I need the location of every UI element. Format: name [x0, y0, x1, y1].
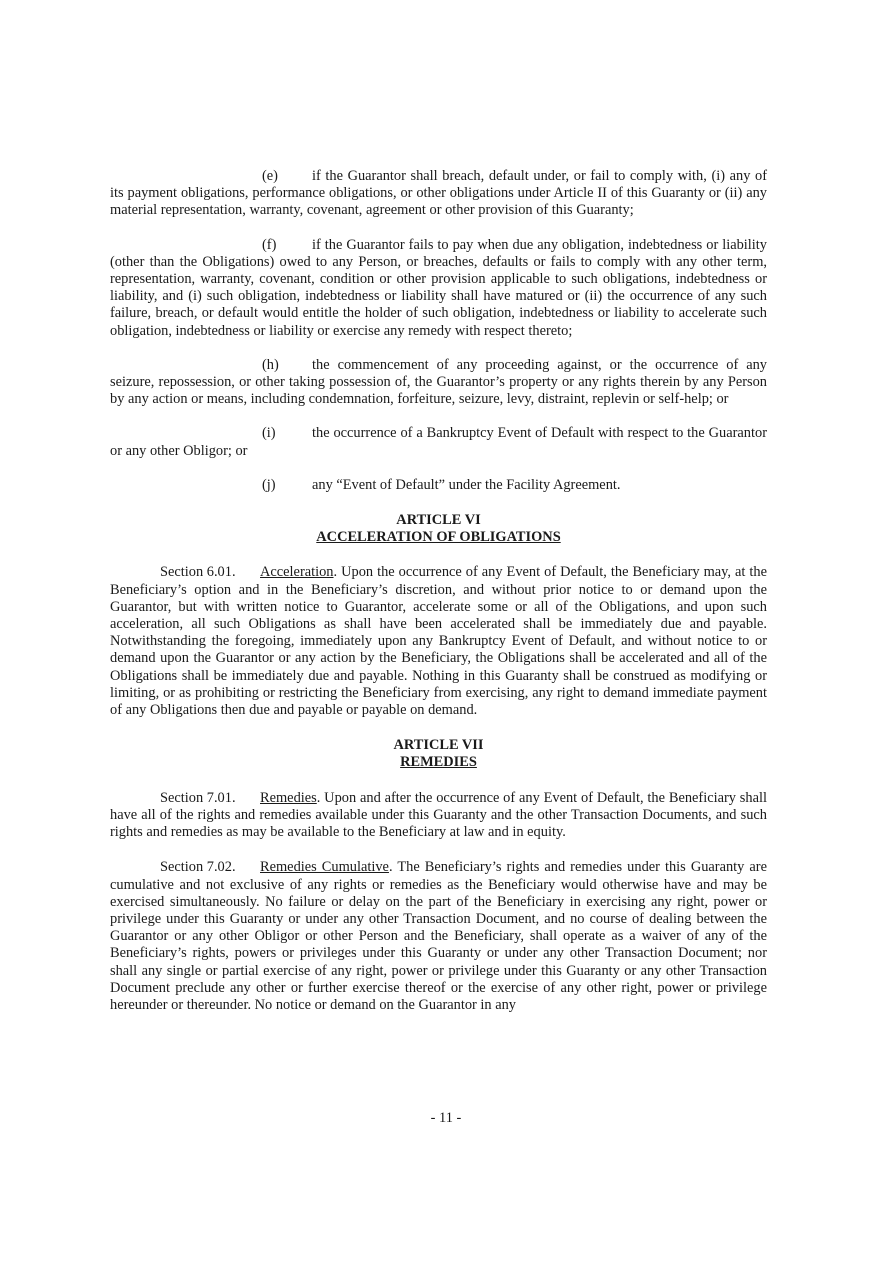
section-6-01	[110, 564, 767, 719]
clause-label: (j)	[262, 476, 276, 493]
section-caption: Acceleration	[260, 564, 334, 581]
section-number: Section 7.01.	[160, 789, 236, 806]
section-number: Section 6.01.	[160, 564, 236, 581]
section-text: . Upon the occurrence of any Event of Default, the Beneficiary may, at the Beneficiary’s option and in the Beneficiary’s discretion, and without prior notice to or demand upon the Guarantor, but with written notice to Guarantor, accelerate some or all of the Obligations, and upon such acceleration, all such Obligations as shall have been accelerated shall be immediately due and payable. Notwithstanding the foregoing, immediately upon any Bankruptcy Event of Default, and without notice to or demand upon the Guarantor or any action by the Beneficiary, the Obligations shall be accelerated and all of the Obligations shall be immediately due and payable. Nothing in this Guaranty shall be construed as modifying or limiting, or as prohibiting or restricting the Beneficiary from exercising, any right to demand immediate payment of any Obligations then due and payable or payable on demand.	[110, 564, 767, 719]
clause-text: the commencement of any proceeding against, or the occurrence of any seizure, repossession, or other taking possession of, the Guarantor’s property or any rights therein by any Person by any action or means, including condemnation, forfeiture, seizure, levy, distraint, replevin or self-help; or	[110, 356, 767, 408]
clause-text: if the Guarantor shall breach, default under, or fail to comply with, (i) any of its payment obligations, performance obligations, or other obligations under Article II of this Guaranty or (ii) any material representation, warranty, covenant, agreement or other provision of this Guaranty;	[110, 168, 767, 219]
clause-label: (i)	[262, 425, 276, 442]
section-7-01	[110, 790, 767, 842]
article-7-title: ARTICLE VII	[393, 737, 484, 754]
clause-j	[110, 477, 767, 494]
clause-label: (h)	[262, 356, 279, 373]
article-7-subtitle: REMEDIES	[400, 754, 477, 771]
article-7-heading	[110, 737, 767, 771]
clause-e	[110, 168, 767, 220]
clause-text: the occurrence of a Bankruptcy Event of Default with respect to the Guarantor or any other Obligor; or	[110, 425, 767, 459]
clause-label: (f)	[262, 236, 277, 253]
clause-h	[110, 357, 767, 409]
clause-i	[110, 425, 767, 459]
clause-f	[110, 237, 767, 340]
clause-text: any “Event of Default” under the Facility Agreement.	[312, 476, 621, 493]
section-caption: Remedies	[260, 789, 317, 806]
page-number: - 11 -	[430, 1110, 462, 1126]
article-6-subtitle: ACCELERATION OF OBLIGATIONS	[316, 529, 561, 546]
section-text: . The Beneficiary’s rights and remedies under this Guaranty are cumulative and not exclusive of any rights or remedies as the Beneficiary would otherwise have and may be exercised simultaneously. No failure or delay on the part of the Beneficiary in exercising any right, power or privilege under this Guaranty or under any other Transaction Document, and no course of dealing between the Guarantor or any other Obligor or other Person and the Beneficiary, shall operate as a waiver of any of the Beneficiary’s rights, powers or privileges under this Guaranty or under any other Transaction Document; nor shall any single or partial exercise of any right, power or privilege under this Guaranty or any other Transaction Document preclude any other or further exercise thereof or the exercise of any other right, power or privilege hereunder or thereunder. No notice or demand on the Guarantor in any	[110, 859, 767, 1013]
clause-label: (e)	[262, 168, 278, 184]
article-6-title: ARTICLE VI	[396, 512, 481, 529]
section-text: . Upon and after the occurrence of any Event of Default, the Beneficiary shall have all of the rights and remedies available under this Guaranty and the other Transaction Documents, and such rights and remedies as may be available to the Beneficiary at law and in equity.	[110, 789, 767, 841]
section-caption: Remedies Cumulative	[260, 859, 389, 876]
article-6-heading	[110, 512, 767, 546]
section-7-02	[110, 859, 767, 1014]
section-number: Section 7.02.	[160, 859, 236, 876]
clause-text: if the Guarantor fails to pay when due any obligation, indebtedness or liability (other than the Obligations) owed to any Person, or breaches, defaults or fails to comply with any other term, representation, warranty, covenant, condition or other provision applicable to such obligations, indebtedness or liability, and (i) such obligation, indebtedness or liability shall have matured or (ii) the occurrence of any such failure, breach, or default would entitle the holder of such obligation, indebtedness or liability to accelerate such obligation, indebtedness or liability or exercise any remedy with respect thereto;	[110, 236, 767, 339]
document-body	[110, 168, 767, 1014]
